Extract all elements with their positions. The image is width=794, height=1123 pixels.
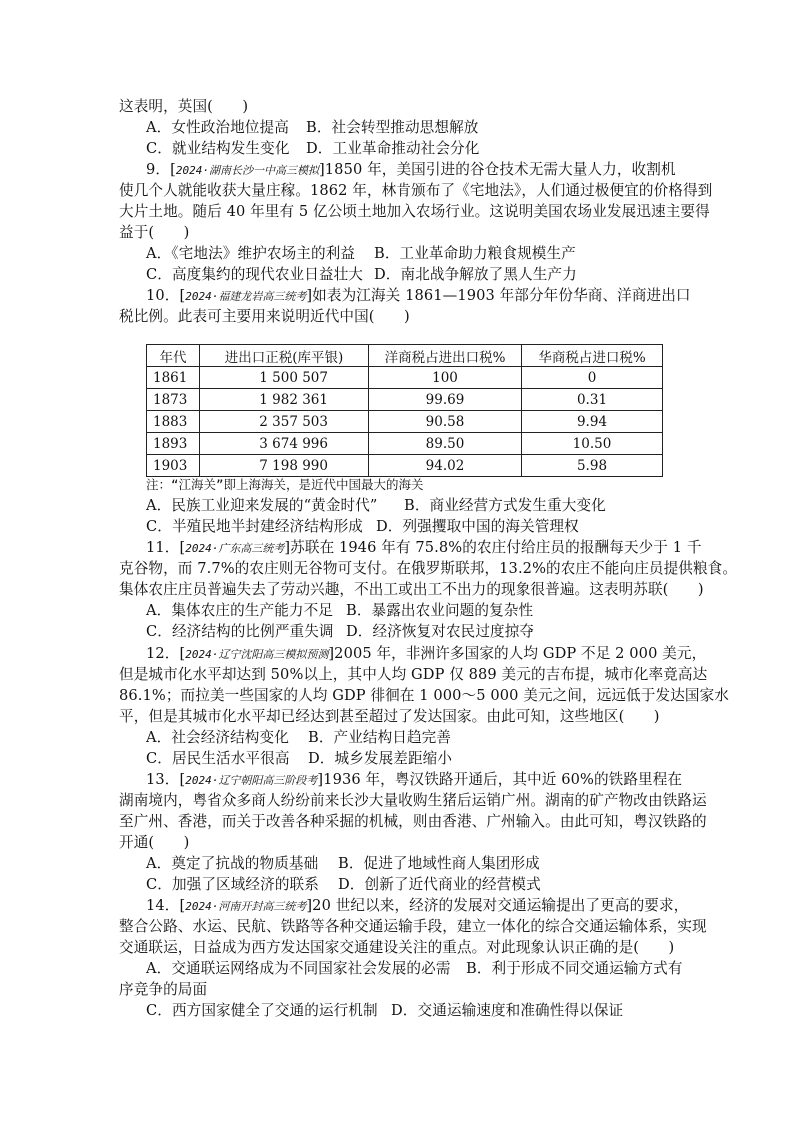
q12-options-row-1: [146, 727, 451, 748]
q9-line-2: 使几个人就能收获大量庄稼。1862 年，林肯颁布了《宅地法》，人们通过极便宜的价格得到: [119, 182, 713, 199]
intro-options-row-1: [146, 117, 478, 138]
q10-line-1: [146, 285, 691, 307]
q11-line-1: [146, 537, 702, 559]
q10-line-2: 税比例。此表可主要用来说明近代中国( ): [119, 308, 410, 325]
q14-option-d[interactable]: D．交通运输速度和准确性得以保证: [391, 1002, 624, 1019]
q12-source: 2024·辽宁沈阳高三模拟预测: [185, 648, 329, 661]
q11-option-a[interactable]: A．集体农庄的生产能力不足: [146, 602, 333, 619]
q10-text-1: ]如表为江海关 1861—1903 年部分年份华商、洋商进出口: [306, 287, 691, 304]
q9-option-d[interactable]: D．南北战争解放了黑人生产力: [374, 266, 577, 283]
q14-option-b-continued: 序竞争的局面: [119, 981, 208, 998]
q12-line-3: 86.1%；而拉美一些国家的人均 GDP 徘徊在 1 000～5 000 美元之间，远远低于发达国家水: [119, 687, 729, 704]
table-cell: 90.58: [369, 411, 522, 433]
q14-source: 2024·河南开封高三统考: [185, 900, 307, 913]
q13-number: 13．[: [146, 771, 186, 788]
q10-number: 10．[: [146, 287, 186, 304]
q13-options-row-2: [146, 874, 541, 895]
q10-option-d[interactable]: D．列强攫取中国的海关管理权: [376, 518, 579, 535]
q10-options-row-1: [146, 495, 606, 516]
intro-option-a[interactable]: A．女性政治地位提高: [146, 119, 289, 136]
intro-option-d[interactable]: D．工业革命推动社会分化: [306, 140, 480, 157]
q11-options-row-2: [146, 621, 534, 642]
table-row: [147, 367, 663, 389]
q14-line-1: [146, 895, 688, 917]
table-cell: 0.31: [522, 389, 663, 411]
table-cell: 1883: [147, 411, 200, 433]
table-cell: 99.69: [369, 389, 522, 411]
table-cell: 94.02: [369, 455, 522, 477]
q13-option-c[interactable]: C．加强了区域经济的联系: [146, 876, 319, 893]
table-row: [147, 411, 663, 433]
q12-text-1: ]2005 年，非洲许多国家的人均 GDP 不足 2 000 美元，: [328, 645, 707, 662]
q9-number: 9．[: [146, 161, 176, 178]
table-cell: 1893: [147, 433, 200, 455]
q9-option-a[interactable]: A．《宅地法》维护农场主的利益: [146, 245, 356, 262]
table-note: 注：“江海关”即上海海关，是近代中国最大的海关: [146, 477, 424, 492]
q13-option-b[interactable]: B．促进了地域性商人集团形成: [338, 855, 540, 872]
q14-line-3: 交通联运，日益成为西方发达国家交通建设关注的重点。对此现象认识正确的是( ): [119, 939, 675, 956]
q13-line-1: [146, 769, 682, 791]
q13-text-1: ]1936 年，粤汉铁路开通后，其中近 60%的铁路里程在: [317, 771, 683, 788]
table-cell: 1 982 361: [200, 389, 369, 411]
q13-line-4: 开通( ): [119, 834, 190, 851]
table-cell: 7 198 990: [200, 455, 369, 477]
table-header: 华商税占进口税%: [522, 345, 663, 367]
q14-options-row-1: [146, 958, 683, 979]
intro-line: 这表明，英国( ): [119, 98, 249, 115]
table-cell: 100: [369, 367, 522, 389]
table-header: 进出口正税(库平银): [200, 345, 369, 367]
table-row: [147, 433, 663, 455]
q14-options-row-2: [146, 1000, 623, 1021]
intro-options-row-2: [146, 138, 479, 159]
q9-options-row-2: [146, 264, 577, 285]
q10-option-b[interactable]: B．商业经营方式发生重大变化: [404, 497, 606, 514]
q14-option-a[interactable]: A．交通联运网络成为不同国家社会发展的必需: [146, 960, 451, 977]
q10-source: 2024·福建龙岩高三统考: [185, 290, 307, 303]
intro-option-c[interactable]: C．就业结构发生变化: [146, 140, 290, 157]
table-header-row: [147, 345, 663, 367]
q12-option-d[interactable]: D．城乡发展差距缩小: [308, 750, 453, 767]
table-row: [147, 389, 663, 411]
table-cell: 9.94: [522, 411, 663, 433]
q11-number: 11．[: [146, 539, 186, 556]
customs-tax-table: [146, 344, 663, 477]
q13-line-3: 至广州、香港，而关于改善各种采掘的机械，则由香港、广州输入。由此可知，粤汉铁路的: [119, 813, 707, 830]
q13-options-row-1: [146, 853, 540, 874]
q14-option-b[interactable]: B．利于形成不同交通运输方式有: [466, 960, 683, 977]
table-header: 洋商税占进出口税%: [369, 345, 522, 367]
table-cell: 1903: [147, 455, 200, 477]
q13-source: 2024·辽宁朝阳高三阶段考: [185, 774, 318, 787]
table-header: 年代: [147, 345, 200, 367]
table-cell: 1 500 507: [200, 367, 369, 389]
q14-text-1: ]20 世纪以来，经济的发展对交通运输提出了更高的要求，: [306, 897, 689, 914]
q12-option-c[interactable]: C．居民生活水平很高: [146, 750, 290, 767]
table-cell: 89.50: [369, 433, 522, 455]
q9-options-row-1: [146, 243, 576, 264]
q12-line-1: [146, 643, 706, 665]
table-cell: 10.50: [522, 433, 663, 455]
table-cell: 5.98: [522, 455, 663, 477]
q10-options-row-2: [146, 516, 579, 537]
q9-option-b[interactable]: B．工业革命助力粮食规模生产: [374, 245, 576, 262]
q14-line-2: 整合公路、水运、民航、铁路等各种交通运输手段，建立一体化的综合交通运输体系，实现: [119, 918, 707, 935]
q13-line-2: 湖南境内，粤省众多商人纷纷前来长沙大量收购生猪后运销广州。湖南的矿产物改由铁路运: [119, 792, 707, 809]
q11-option-c[interactable]: C．经济结构的比例严重失调: [146, 623, 334, 640]
q11-line-2: 克谷物，而 7.7%的农庄则无谷物可支付。在俄罗斯联邦，13.2%的农庄不能向庄员提供粮食。: [119, 560, 738, 577]
q14-number: 14．[: [146, 897, 186, 914]
q13-option-d[interactable]: D．创新了近代商业的经营模式: [338, 876, 541, 893]
q9-line-1: [146, 159, 676, 181]
q9-source: 2024·湖南长沙一中高三模拟: [175, 164, 319, 177]
q12-line-2: 但是城市化水平却达到 50%以上，其中人均 GDP 仅 889 美元的吉布提，城市化率竟高达: [119, 666, 708, 683]
q10-option-a[interactable]: A．民族工业迎来发展的“黄金时代”: [146, 497, 378, 514]
q9-line-4: 益于( ): [119, 224, 190, 241]
q13-option-a[interactable]: A．奠定了抗战的物质基础: [146, 855, 319, 872]
q9-line-3: 大片土地。随后 40 年里有 5 亿公顷土地加入农场行业。这说明美国农场业发展迅速主要得: [119, 203, 710, 220]
table-cell: 1861: [147, 367, 200, 389]
q11-text-1: ]苏联在 1946 年有 75.8%的农庄付给庄员的报酬每天少于 1 千: [284, 539, 702, 556]
q11-options-row-1: [146, 600, 533, 621]
table-cell: 0: [522, 367, 663, 389]
q10-option-c[interactable]: C．半殖民地半封建经济结构形成: [146, 518, 363, 535]
table-row: [147, 455, 663, 477]
table-cell: 2 357 503: [200, 411, 369, 433]
q14-option-c[interactable]: C．西方国家健全了交通的运行机制: [146, 1002, 378, 1019]
q11-option-b[interactable]: B．暴露出农业问题的复杂性: [346, 602, 534, 619]
table-cell: 1873: [147, 389, 200, 411]
q12-line-4: 平，但是其城市化水平却已经达到甚至超过了发达国家。由此可知，这些地区( ): [119, 708, 660, 725]
q12-option-b[interactable]: B．产业结构日趋完善: [308, 729, 452, 746]
intro-option-b[interactable]: B．社会转型推动思想解放: [306, 119, 479, 136]
q12-options-row-2: [146, 748, 452, 769]
q9-option-c[interactable]: C．高度集约的现代农业日益壮大: [146, 266, 363, 283]
table-cell: 3 674 996: [200, 433, 369, 455]
q11-source: 2024·广东高三统考: [185, 542, 285, 555]
q11-option-d[interactable]: D．经济恢复对农民过度掠夺: [346, 623, 535, 640]
q11-line-3: 集体农庄庄员普遍失去了劳动兴趣，不出工或出工不出力的现象很普遍。这表明苏联( ): [119, 581, 704, 598]
q12-option-a[interactable]: A．社会经济结构变化: [146, 729, 289, 746]
q12-number: 12．[: [146, 645, 186, 662]
q9-text-1: ]1850 年，美国引进的谷仓技术无需大量人力，收割机: [319, 161, 676, 178]
